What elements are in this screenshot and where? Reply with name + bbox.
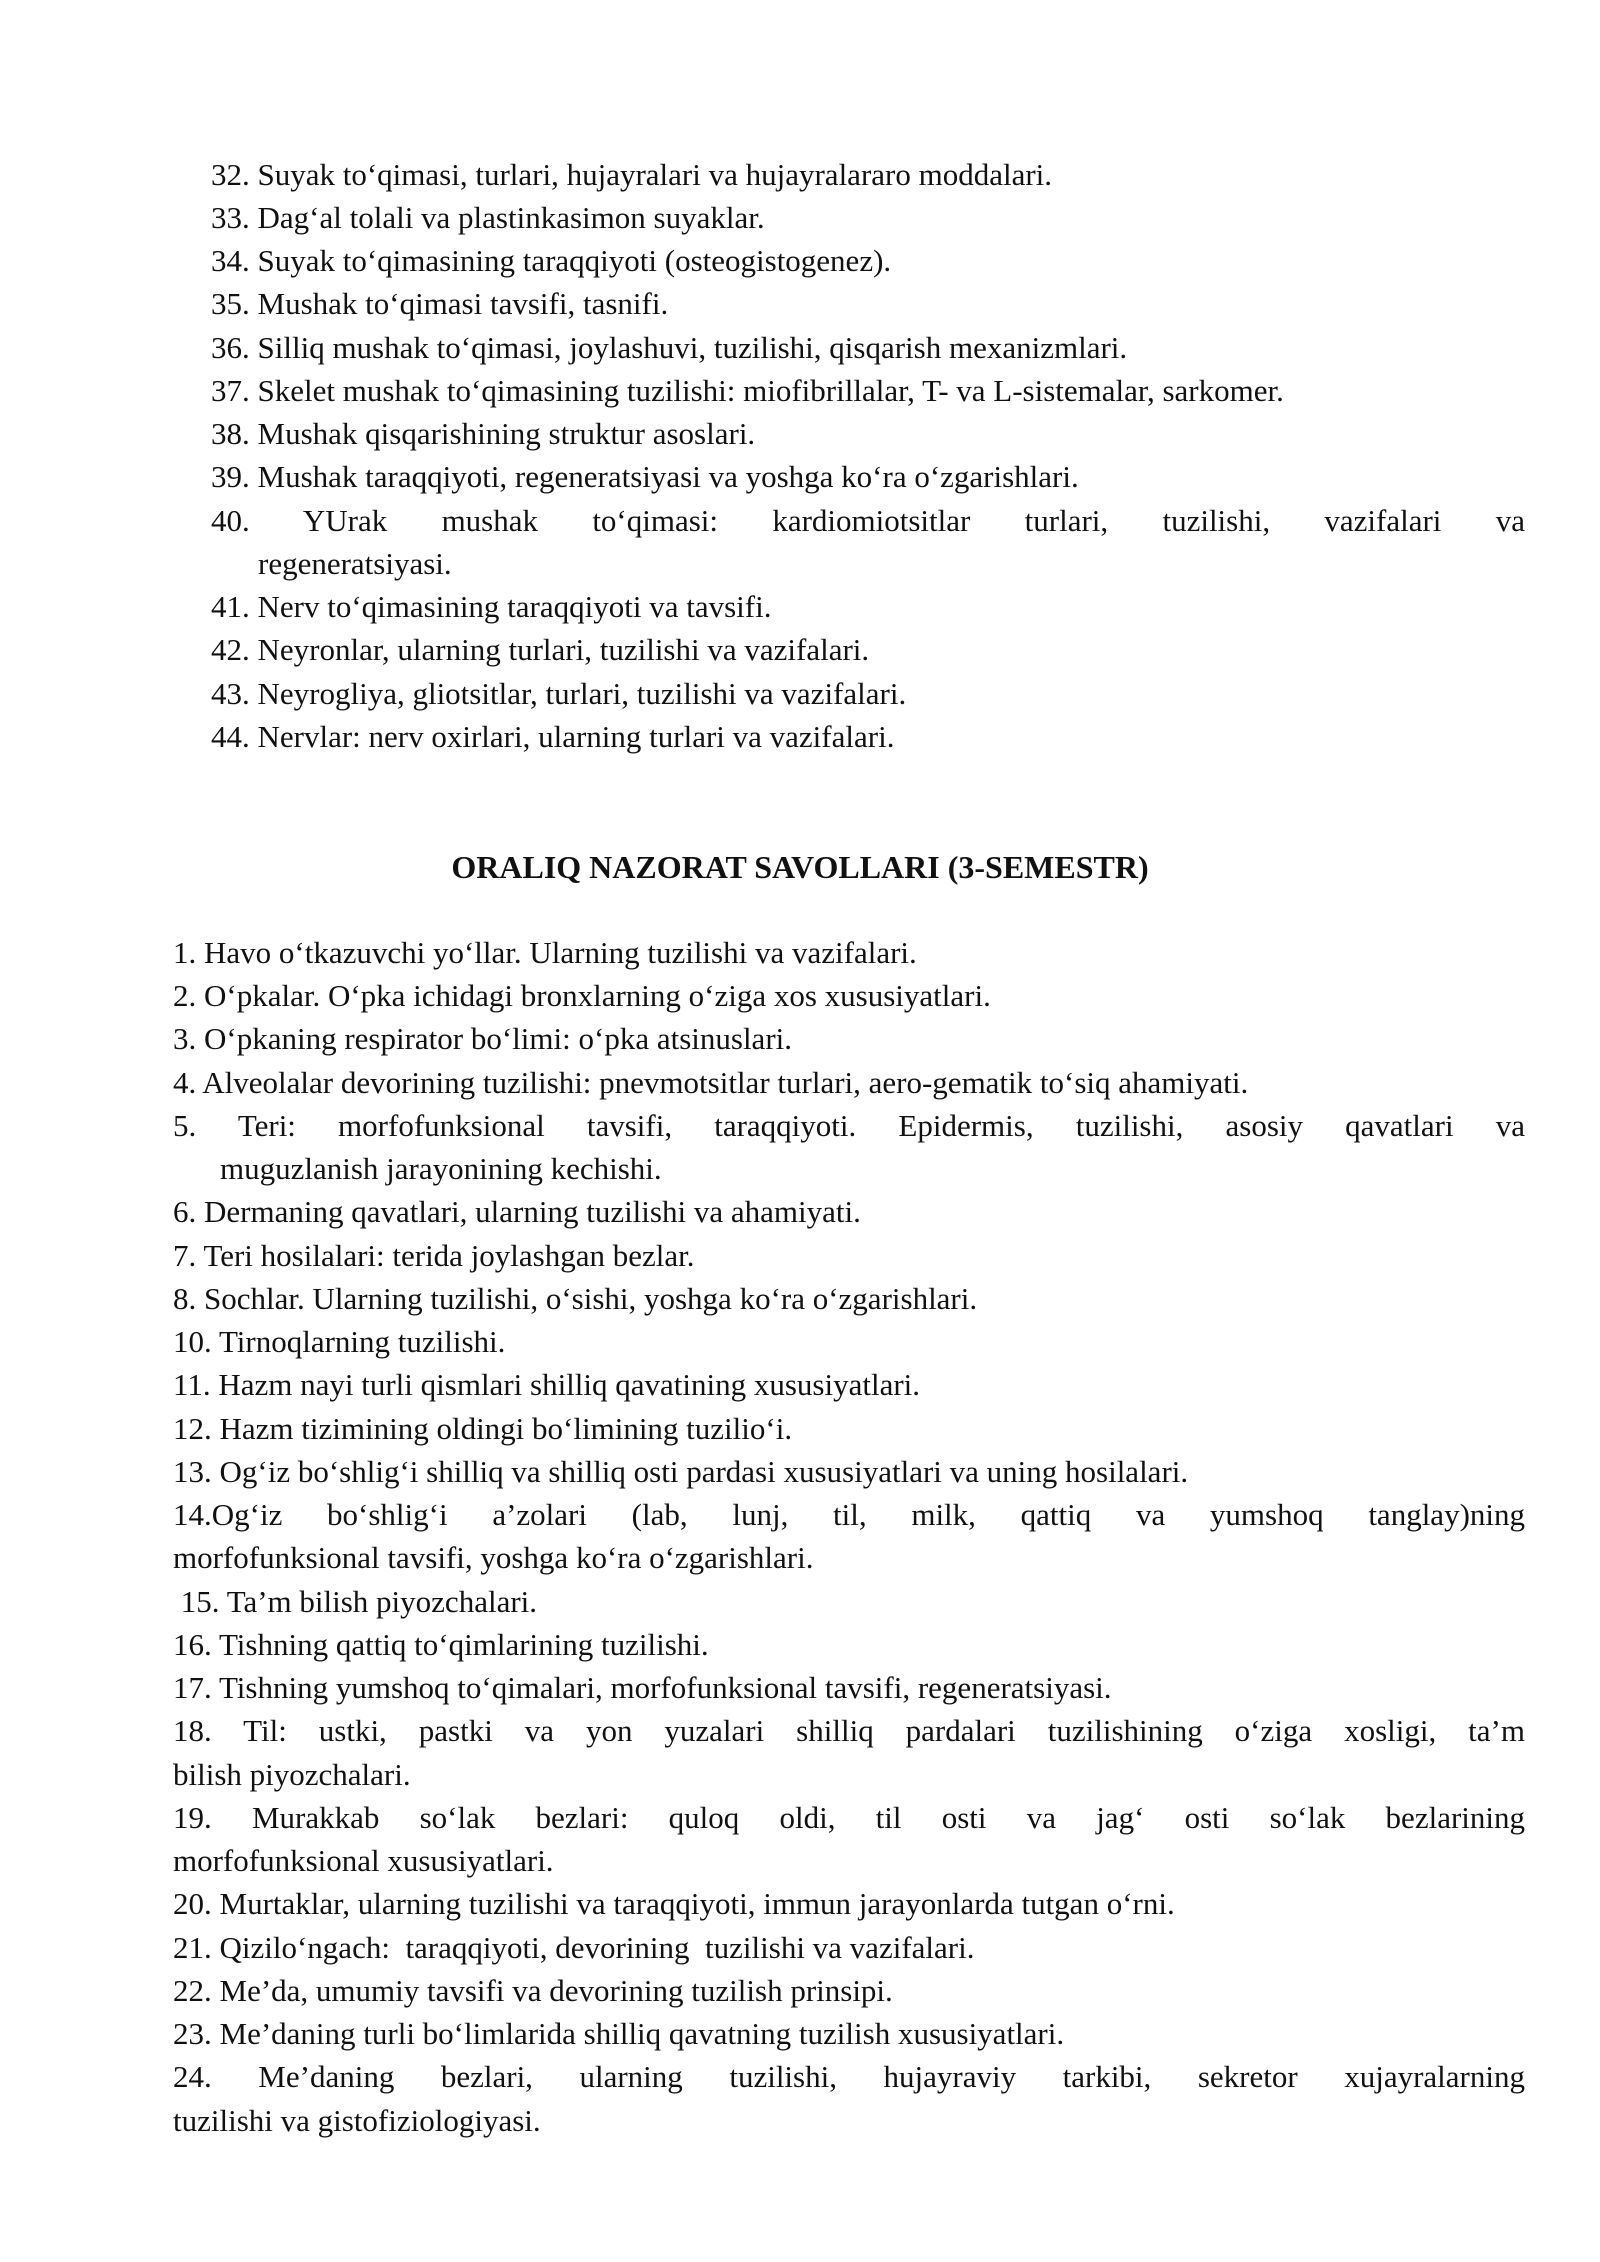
list-item: 12. Hazm tizimining oldingi bo‘limining tuzilio‘i.	[173, 1411, 793, 1446]
list-item: 11. Hazm nayi turli qismlari shilliq qavatining xususiyatlari.	[173, 1367, 921, 1402]
list-item: 8. Sochlar. Ularning tuzilishi, o‘sishi, yoshga ko‘ra o‘zgarishlari.	[173, 1281, 978, 1316]
list-item: 14.Og‘iz bo‘shlig‘i a’zolari (lab, lunj, til, milk, qattiq va yumshoq tanglay)ning	[173, 1497, 1525, 1532]
list-item: 39. Mushak taraqqiyoti, regeneratsiyasi va yoshga ko‘ra o‘zgarishlari.	[211, 459, 1079, 494]
list-item: 24. Me’daning bezlari, ularning tuzilishi, hujayraviy tarkibi, sekretor xujayralarning	[173, 2059, 1525, 2094]
list-item: 35. Mushak to‘qimasi tavsifi, tasnifi.	[211, 286, 669, 321]
list-item: 17. Tishning yumshoq to‘qimalari, morfofunksional tavsifi, regeneratsiyasi.	[173, 1670, 1112, 1705]
list-item-continuation: muguzlanish jarayonining kechishi.	[220, 1151, 662, 1186]
list-item-continuation: bilish piyozchalari.	[173, 1757, 411, 1792]
list-item: 36. Silliq mushak to‘qimasi, joylashuvi, tuzilishi, qisqarish mexanizmlari.	[211, 330, 1128, 365]
list-item: 7. Teri hosilalari: terida joylashgan bezlar.	[173, 1238, 695, 1273]
list-item: 1. Havo o‘tkazuvchi yo‘llar. Ularning tuzilishi va vazifalari.	[173, 935, 917, 970]
list-item: 3. O‘pkaning respirator bo‘limi: o‘pka atsinuslari.	[173, 1021, 793, 1056]
list-item: 5. Teri: morfofunksional tavsifi, taraqqiyoti. Epidermis, tuzilishi, asosiy qavatlari va	[173, 1108, 1525, 1143]
list-item: 38. Mushak qisqarishining struktur asoslari.	[211, 416, 756, 451]
list-item: 34. Suyak to‘qimasining taraqqiyoti (osteogistogenez).	[211, 243, 892, 278]
list-item: 15. Ta’m bilish piyozchalari.	[173, 1584, 538, 1619]
list-item: 40. YUrak mushak to‘qimasi: kardiomiotsitlar turlari, tuzilishi, vazifalari va	[211, 503, 1525, 538]
list-item: 41. Nerv to‘qimasining taraqqiyoti va tavsifi.	[211, 589, 772, 624]
list-item: 21. Qizilo‘ngach: taraqqiyoti, devorining tuzilishi va vazifalari.	[173, 1930, 975, 1965]
list-item: 44. Nervlar: nerv oxirlari, ularning turlari va vazifalari.	[211, 719, 895, 754]
list-item: 33. Dag‘al tolali va plastinkasimon suyaklar.	[211, 200, 765, 235]
list-item: 32. Suyak to‘qimasi, turlari, hujayralari va hujayralararo moddalari.	[211, 157, 1053, 192]
list-item-continuation: morfofunksional tavsifi, yoshga ko‘ra o‘zgarishlari.	[173, 1540, 814, 1575]
section-heading: ORALIQ NAZORAT SAVOLLARI (3-SEMESTR)	[451, 849, 1149, 885]
list-item: 19. Murakkab so‘lak bezlari: quloq oldi, til osti va jag‘ osti so‘lak bezlarining	[173, 1800, 1525, 1835]
list-item: 22. Me’da, umumiy tavsifi va devorining tuzilish prinsipi.	[173, 1973, 893, 2008]
list-item-continuation: tuzilishi va gistofiziologiyasi.	[173, 2103, 541, 2138]
list-item: 23. Me’daning turli bo‘limlarida shilliq qavatning tuzilish xususiyatlari.	[173, 2016, 1065, 2051]
list-item: 13. Og‘iz bo‘shlig‘i shilliq va shilliq osti pardasi xususiyatlari va uning hosilalari.	[173, 1454, 1189, 1489]
list-item: 4. Alveolalar devorining tuzilishi: pnevmotsitlar turlari, aero-gematik to‘siq ahamiyati.	[173, 1065, 1249, 1100]
list-item: 43. Neyrogliya, gliotsitlar, turlari, tuzilishi va vazifalari.	[211, 676, 907, 711]
list-item-continuation: morfofunksional xususiyatlari.	[173, 1843, 554, 1878]
list-item: 37. Skelet mushak to‘qimasining tuzilishi: miofibrillalar, T- va L-sistemalar, sarkomer.	[211, 373, 1284, 408]
list-item: 20. Murtaklar, ularning tuzilishi va taraqqiyoti, immun jarayonlarda tutgan o‘rni.	[173, 1886, 1175, 1921]
list-item: 6. Dermaning qavatlari, ularning tuzilishi va ahamiyati.	[173, 1194, 861, 1229]
list-item-continuation: regeneratsiyasi.	[258, 546, 452, 581]
list-item: 10. Tirnoqlarning tuzilishi.	[173, 1324, 506, 1359]
list-item: 2. O‘pkalar. O‘pka ichidagi bronxlarning o‘ziga xos xususiyatlari.	[173, 978, 991, 1013]
list-item: 42. Neyronlar, ularning turlari, tuzilishi va vazifalari.	[211, 632, 870, 667]
list-item: 16. Tishning qattiq to‘qimlarining tuzilishi.	[173, 1627, 709, 1662]
list-item: 18. Til: ustki, pastki va yon yuzalari shilliq pardalari tuzilishining o‘ziga xosligi, ta’m	[173, 1713, 1525, 1748]
